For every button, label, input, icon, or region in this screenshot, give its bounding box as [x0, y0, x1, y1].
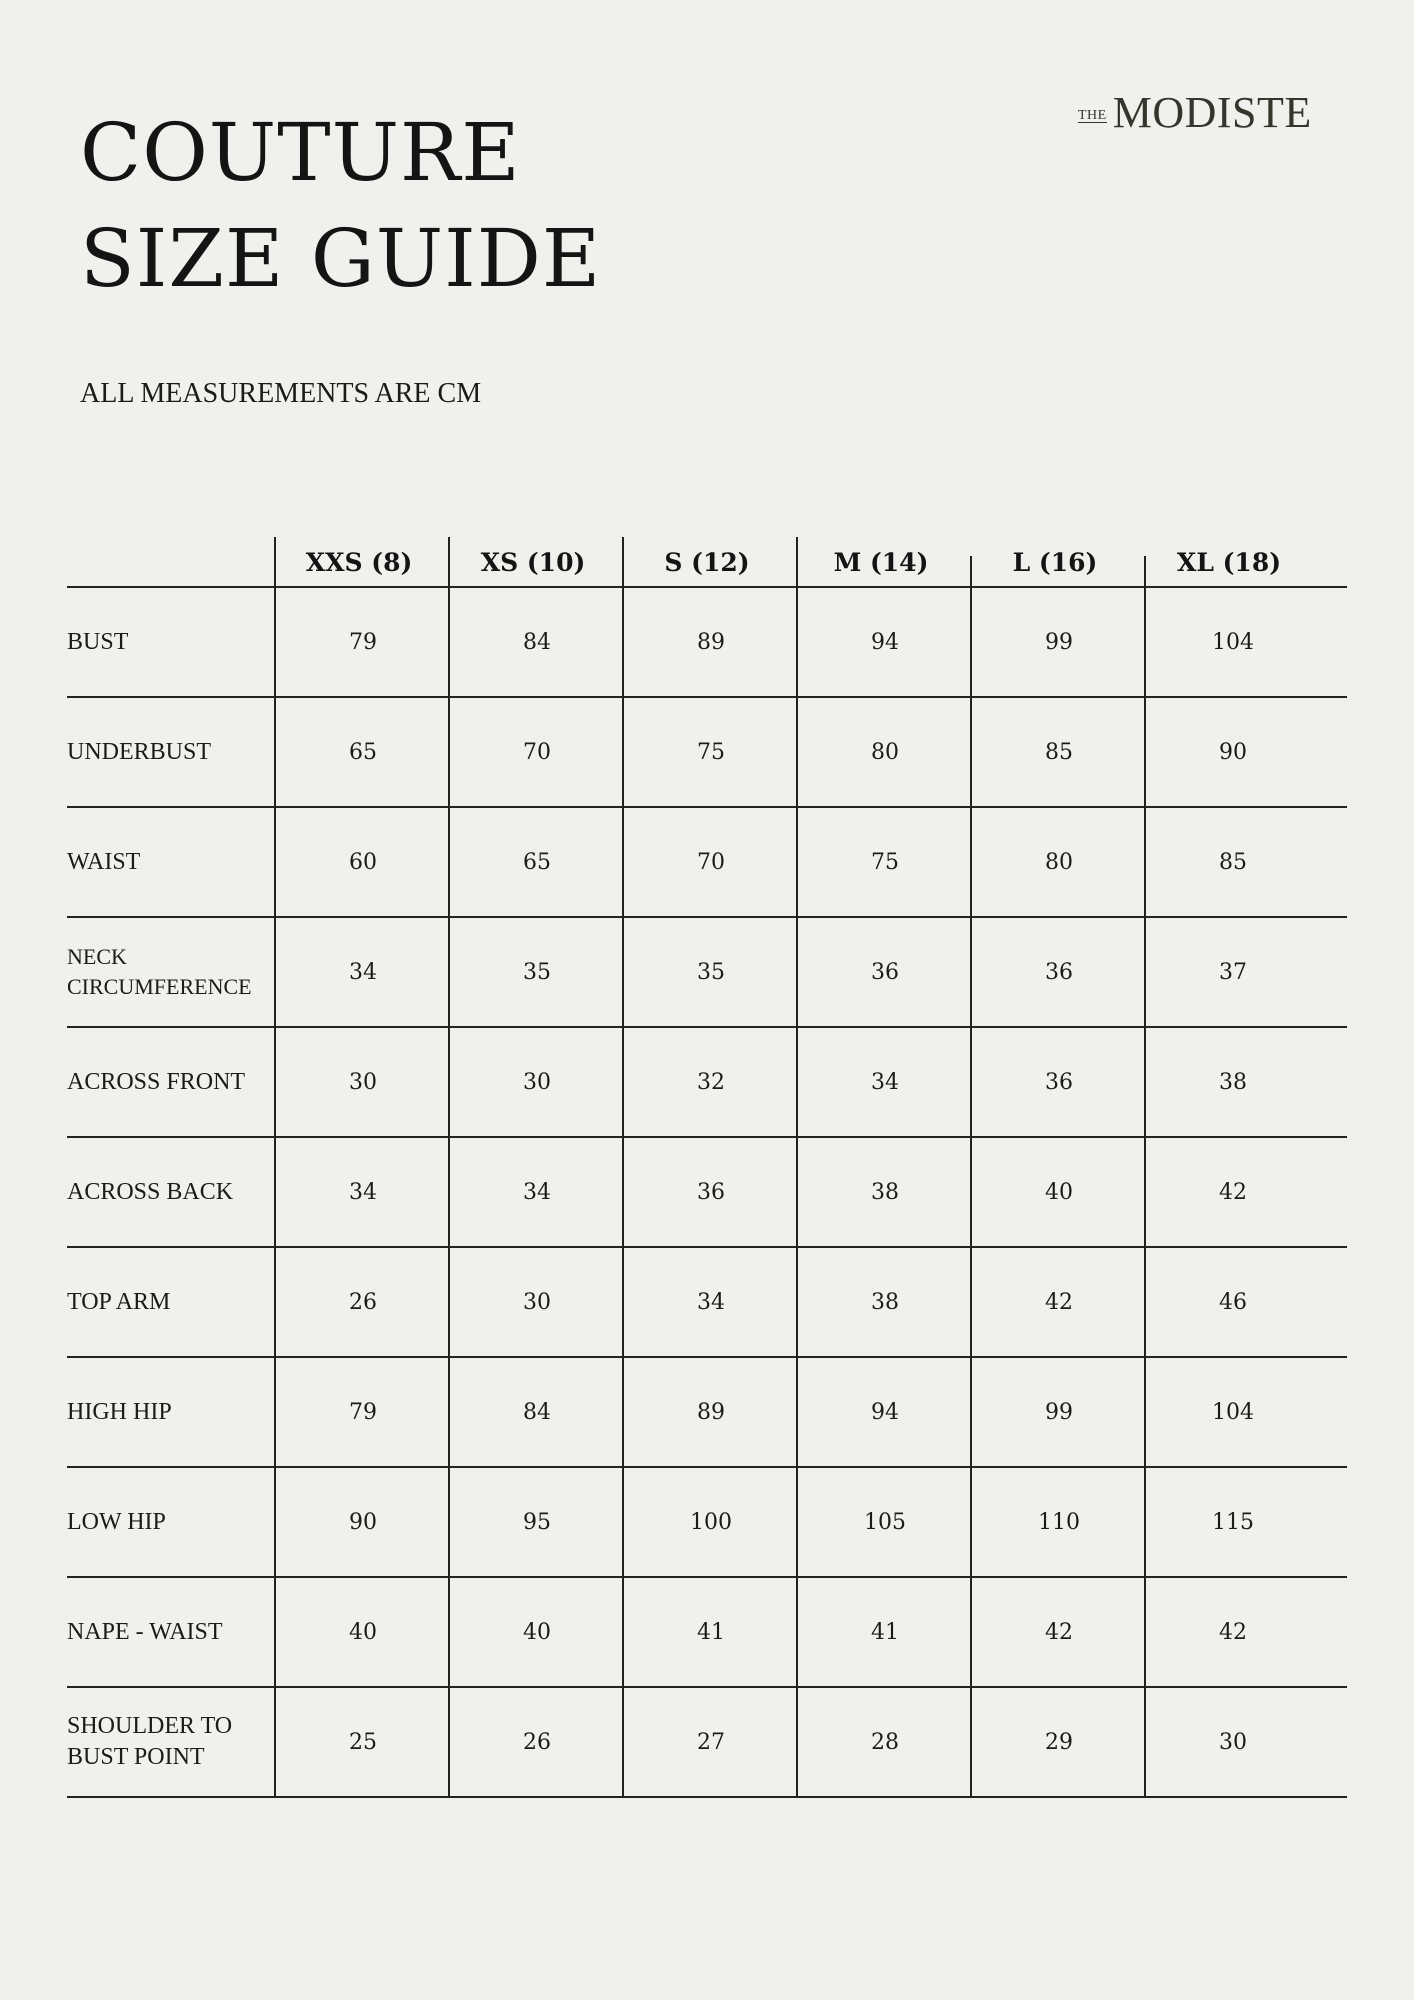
table-row	[67, 1467, 1347, 1577]
title-line-2: SIZE GUIDE	[80, 212, 602, 305]
table-cell: 115	[1212, 1509, 1254, 1535]
size-guide-table	[67, 537, 1347, 1770]
row-label: LOW HIP	[67, 1508, 166, 1535]
table-cell: 42	[1045, 1619, 1073, 1645]
table-cell: 35	[523, 959, 551, 985]
row-divider	[67, 1136, 1347, 1138]
table-cell: 80	[1045, 849, 1073, 875]
page-title	[80, 100, 601, 312]
table-cell: 40	[1045, 1179, 1073, 1205]
table-cell: 95	[523, 1509, 551, 1535]
table-cell: 70	[697, 849, 725, 875]
table-cell: 30	[349, 1069, 377, 1095]
measurement-unit-note: ALL MEASUREMENTS ARE CM	[80, 378, 482, 409]
column-header: M (14)	[833, 547, 929, 577]
table-cell: 35	[697, 959, 725, 985]
row-label: UNDERBUST	[67, 738, 212, 765]
column-divider	[448, 537, 450, 1797]
table-cell: 85	[1045, 739, 1073, 765]
column-divider	[1144, 556, 1146, 1797]
row-divider	[67, 1246, 1347, 1248]
table-cell: 37	[1219, 959, 1247, 985]
column-header: XL (18)	[1176, 547, 1282, 577]
table-cell: 34	[349, 1179, 377, 1205]
table-cell: 38	[871, 1289, 899, 1315]
table-cell: 89	[697, 1399, 725, 1425]
table-cell: 28	[871, 1729, 899, 1755]
title-line-1: COUTURE	[80, 106, 521, 199]
table-cell: 34	[871, 1069, 899, 1095]
table-cell: 41	[871, 1619, 899, 1645]
row-divider	[67, 916, 1347, 918]
table-cell: 79	[349, 1399, 377, 1425]
column-header: XXS (8)	[305, 547, 413, 577]
row-divider	[67, 696, 1347, 698]
table-row	[67, 1577, 1347, 1687]
table-cell: 25	[349, 1729, 377, 1755]
table-cell: 26	[349, 1289, 377, 1315]
table-row	[67, 587, 1347, 697]
row-label: NECK CIRCUMFERENCE	[67, 944, 252, 999]
table-cell: 85	[1219, 849, 1247, 875]
column-divider	[622, 537, 624, 1797]
table-cell: 70	[523, 739, 551, 765]
table-cell: 29	[1045, 1729, 1073, 1755]
table-cell: 32	[697, 1069, 725, 1095]
row-label: NAPE - WAIST	[67, 1618, 223, 1645]
table-cell: 27	[697, 1729, 725, 1755]
column-header: S (12)	[664, 547, 750, 577]
table-row	[67, 807, 1347, 917]
table-cell: 80	[871, 739, 899, 765]
brand-logo	[1078, 88, 1312, 138]
row-label: ACROSS BACK	[67, 1178, 234, 1205]
table-cell: 89	[697, 629, 725, 655]
table-cell: 36	[1045, 1069, 1073, 1095]
table-row	[67, 917, 1347, 1027]
row-label: WAIST	[67, 848, 141, 875]
table-cell: 34	[349, 959, 377, 985]
table-row	[67, 1687, 1347, 1797]
row-divider	[67, 1796, 1347, 1798]
table-cell: 36	[1045, 959, 1073, 985]
row-label: BUST	[67, 628, 129, 655]
table-cell: 75	[871, 849, 899, 875]
table-cell: 46	[1219, 1289, 1247, 1315]
table-cell: 42	[1219, 1179, 1247, 1205]
table-cell: 105	[864, 1509, 906, 1535]
table-cell: 42	[1219, 1619, 1247, 1645]
row-divider	[67, 1026, 1347, 1028]
brand-logo-name: MODISTE	[1112, 88, 1312, 137]
table-cell: 94	[871, 629, 899, 655]
brand-logo-prefix: THE	[1078, 108, 1107, 123]
table-cell: 42	[1045, 1289, 1073, 1315]
table-row	[67, 1027, 1347, 1137]
table-cell: 99	[1045, 629, 1073, 655]
column-header: L (16)	[1012, 547, 1098, 577]
table-cell: 94	[871, 1399, 899, 1425]
table-cell: 104	[1212, 629, 1254, 655]
table-cell: 65	[349, 739, 377, 765]
table-cell: 36	[697, 1179, 725, 1205]
table-cell: 40	[523, 1619, 551, 1645]
column-divider	[274, 537, 276, 1797]
table-cell: 34	[523, 1179, 551, 1205]
table-cell: 38	[1219, 1069, 1247, 1095]
table-cell: 65	[523, 849, 551, 875]
table-cell: 30	[523, 1069, 551, 1095]
table-cell: 34	[697, 1289, 725, 1315]
column-header: XS (10)	[480, 547, 586, 577]
table-cell: 79	[349, 629, 377, 655]
column-divider	[796, 537, 798, 1797]
table-cell: 100	[690, 1509, 732, 1535]
table-cell: 60	[349, 849, 377, 875]
row-divider	[67, 586, 1347, 588]
table-row	[67, 1247, 1347, 1357]
table-cell: 99	[1045, 1399, 1073, 1425]
row-label: HIGH HIP	[67, 1398, 172, 1425]
row-divider	[67, 806, 1347, 808]
row-label: TOP ARM	[67, 1288, 171, 1315]
table-cell: 26	[523, 1729, 551, 1755]
column-divider	[970, 556, 972, 1797]
table-cell: 90	[1219, 739, 1247, 765]
row-divider	[67, 1576, 1347, 1578]
table-cell: 90	[349, 1509, 377, 1535]
table-cell: 84	[523, 629, 551, 655]
table-cell: 41	[697, 1619, 725, 1645]
row-divider	[67, 1466, 1347, 1468]
row-divider	[67, 1356, 1347, 1358]
table-cell: 110	[1038, 1509, 1080, 1535]
table-cell: 30	[1219, 1729, 1247, 1755]
row-label: SHOULDER TO BUST POINT	[67, 1713, 233, 1770]
table-header-row	[67, 537, 1347, 587]
table-cell: 40	[349, 1619, 377, 1645]
table-row	[67, 1357, 1347, 1467]
table-row	[67, 1137, 1347, 1247]
table-cell: 30	[523, 1289, 551, 1315]
row-label: ACROSS FRONT	[67, 1068, 246, 1095]
table-cell: 75	[697, 739, 725, 765]
table-cell: 38	[871, 1179, 899, 1205]
table-cell: 104	[1212, 1399, 1254, 1425]
table-row	[67, 697, 1347, 807]
table-cell: 84	[523, 1399, 551, 1425]
row-divider	[67, 1686, 1347, 1688]
table-cell: 36	[871, 959, 899, 985]
